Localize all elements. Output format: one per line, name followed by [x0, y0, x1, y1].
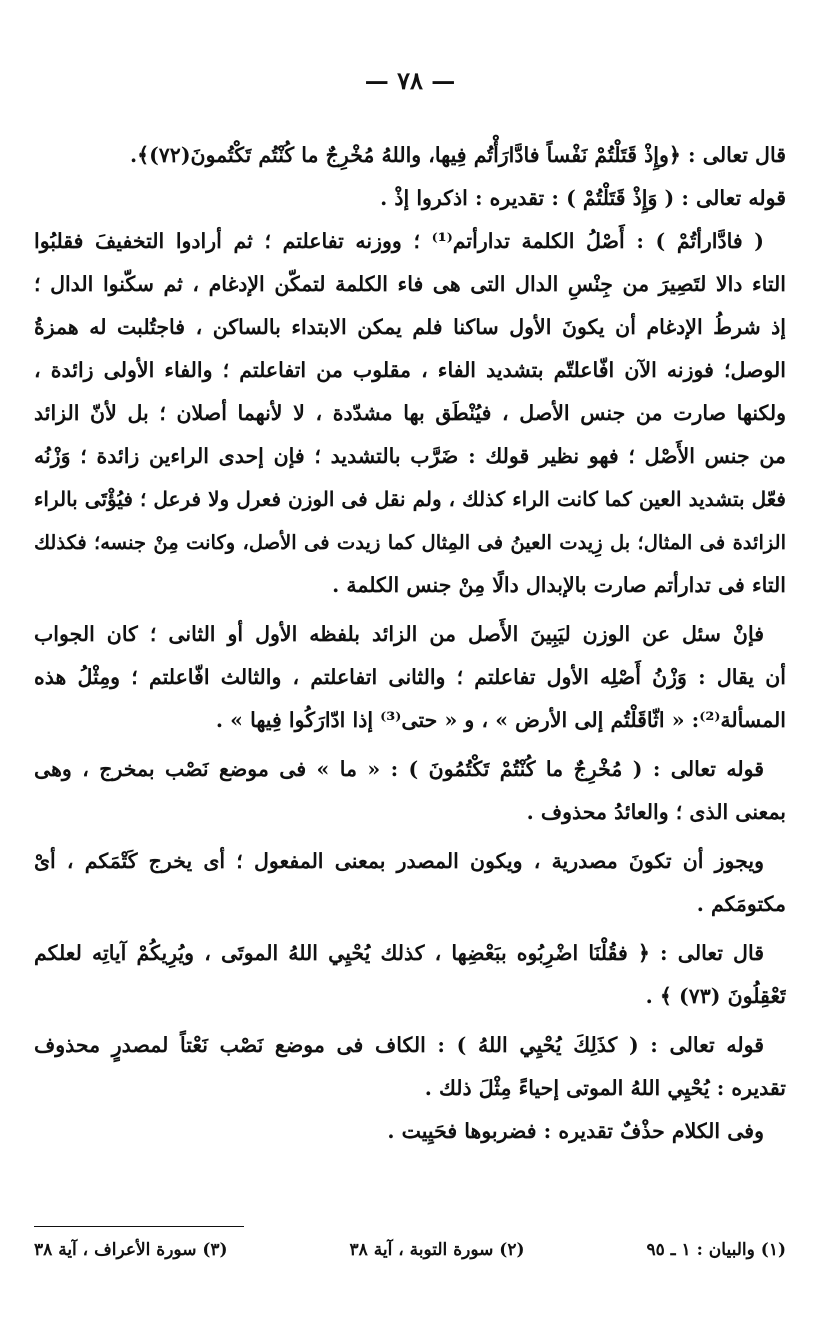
text-line: المسألة⁽²⁾: « اثّاقَلْتُم إلى الأرض » ، و « حتى⁽³⁾ إذا ادّارَكُوا فِيها » .	[215, 708, 786, 732]
footnote-2: (٢) سورة التوبة ، آية ٣٨	[349, 1240, 525, 1260]
text-line: قوله تعالى : ( وَإِذْ قَتَلْتُمْ ) : تقديره : اذكروا إذْ .	[380, 186, 786, 210]
text-line: ولكنها صارت من جنس الأصل ، فيُنْطَق بها مشدّدة ، لا لأنهما أصلان ؛ بل لأنّ الزائد	[34, 401, 786, 425]
text-line: فعّل بتشديد العين كما كانت الراء كذلك ، ولم نقل فى الوزن فعرل ولا فرعل ؛ فيُؤْتَى بالراء	[34, 487, 786, 511]
text-line: قوله تعالى : ( كذَلِكَ يُحْيِي اللهُ ) : الكاف فى موضع نَصْب نَعْتاً لمصدرٍ محذوف	[34, 1033, 764, 1057]
text-line: تقديره : يُحْيِي اللهُ الموتى إحياءً مِثْلَ ذلك .	[424, 1076, 786, 1100]
text-line: مكتومَكم .	[696, 892, 786, 916]
text-line: وفى الكلام حذْفٌ تقديره : فضربوها فحَيِيت .	[387, 1119, 764, 1143]
text-line: قال تعالى : ﴿ فقُلْنَا اضْرِبُوه ببَعْضِها ، كذلك يُحْيِي اللهُ الموتَى ، ويُرِيكُمْ آياتِه لعلكم	[34, 941, 764, 965]
text-line: قال تعالى : ﴿وإِذْ قَتَلْتُمْ نَفْساً فادَّارَأْتُم فِيها، واللهُ مُخْرِجٌ ما كُنْتُم تَكْتُمونَ(٧٢)﴾.	[129, 143, 786, 167]
text-line: فإنْ سئل عن الوزن ليَبِينَ الأَصل من الزائد بلفظه الأول أو الثانى ؛ كان الجواب	[34, 622, 764, 646]
footnotes	[34, 1240, 786, 1260]
text-line: الزائدة فى المثال؛ بل زِيدت العينُ فى المِثال كما زيدت فى الأصل، وكانت مِنْ جنسه؛ فكذلك	[34, 531, 786, 554]
text-line: ( فادَّارأتُمْ ) : أَصْلُ الكلمة تدارأتم⁽¹⁾ ؛ ووزنه تفاعلتم ؛ ثم أرادوا التخفيفَ فقلبُوا	[34, 229, 764, 253]
footnote-separator	[34, 1226, 244, 1227]
page-number: — ٧٨ —	[364, 66, 456, 95]
text-line: إذ شرطُ الإدغام أن يكونَ الأول ساكنا فلم يمكن الابتداء بالساكن ، فاجتُلبت له همزةُ	[34, 315, 786, 339]
text-line: بمعنى الذى ؛ والعائدُ محذوف .	[526, 800, 786, 824]
text-line: من جنس الأَصْل ؛ فهو نظير قولك : ضَرَّب بالتشديد ؛ فإن إحدى الراءين زائدة ؛ وَزْنُه	[34, 444, 786, 468]
text-line: التاء فى تدارأتم صارت بالإبدال دالًا مِنْ جنس الكلمة .	[332, 573, 786, 597]
book-page	[34, 0, 786, 1342]
text-line: الوصل؛ فوزنه الآن افّاعلتّم بتشديد الفاء ، مقلوب من اتفاعلتم ؛ والفاء الأولى زائدة ،	[34, 358, 786, 382]
text-line: أن يقال : وَزْنُ أَصْلِه الأول تفاعلتم ؛ والثانى اتفاعلتم ، والثالث افّاعلتم ؛ ومِثْلُ هذه	[34, 665, 786, 689]
body-text	[34, 134, 786, 1153]
text-line: تَعْقِلُونَ (٧٣) ﴾ .	[645, 984, 786, 1008]
footnote-3: (٣) سورة الأعراف ، آية ٣٨	[34, 1240, 228, 1260]
text-line: التاء دالا لتَصِيرَ من جِنْسِ الدال التى هى فاء الكلمة لتمكّن الإدغام ، ثم سكّنوا الدال ؛	[34, 272, 786, 296]
footnote-1: (١) والبيان : ١ ـ ٩٥	[646, 1240, 786, 1260]
text-line: قوله تعالى : ( مُخْرِجٌ ما كُنْتُمْ تَكْتُمُونَ ) : « ما » فى موضع نَصْب بمخرج ، وهى	[34, 757, 764, 781]
text-line: ويجوز أن تكونَ مصدرية ، ويكون المصدر بمعنى المفعول ؛ أى يخرج كَتْمَكم ، أىْ	[34, 849, 764, 873]
